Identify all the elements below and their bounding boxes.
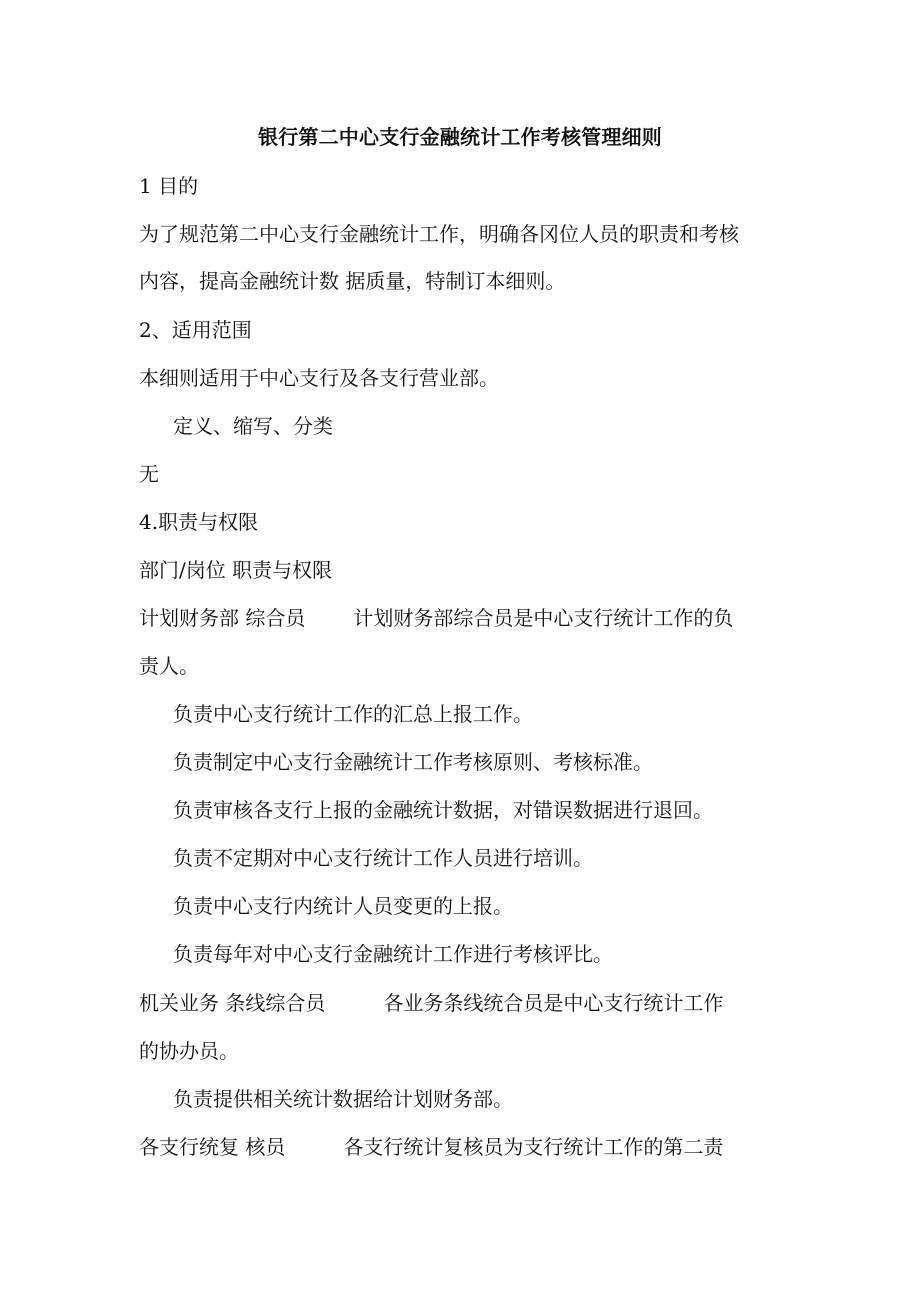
role-1-desc-end: 责人。 [139, 654, 199, 678]
role-1-row [139, 603, 789, 633]
table-header: 部门/岗位 职责与权限 [139, 558, 333, 582]
section-4-heading: 4.职责与权限 [139, 510, 259, 534]
section-3-heading: 定义、缩写、分类 [173, 414, 333, 438]
role-3-dept: 各支行统复 核员 [139, 1135, 286, 1159]
role-2-dept: 机关业务 条线综合员 [139, 991, 326, 1015]
role-2-desc-start: 各业务条线统合员是中心支行统计工作 [383, 991, 724, 1015]
role-1-duty-2: 负责制定中心支行金融统计工作考核原则、考核标准。 [173, 750, 653, 774]
role-2-row [139, 988, 789, 1018]
role-2-duty-1: 负责提供相关统计数据给计划财务部。 [173, 1087, 513, 1111]
scope-text: 本细则适用于中心支行及各支行营业部。 [139, 366, 499, 390]
role-1-duty-3: 负责审核各支行上报的金融统计数据，对错误数据进行退回。 [173, 798, 713, 822]
purpose-text-line-2: 内容，提高金融统计数 据质量，特制订本细则。 [139, 269, 566, 293]
role-3-desc-start: 各支行统计复核员为支行统计工作的第二责 [343, 1135, 724, 1159]
section-2-heading: 2、适用范围 [139, 318, 252, 342]
purpose-text-line-1: 为了规范第二中心支行金融统计工作，明确各冈位人员的职责和考核 [139, 222, 739, 246]
role-1-duty-6: 负责每年对中心支行金融统计工作进行考核评比。 [173, 942, 613, 966]
role-3-row [139, 1132, 789, 1162]
section-1-heading: 1 目的 [139, 174, 199, 198]
section-3-text: 无 [139, 462, 159, 486]
role-1-dept: 计划财务部 综合员 [139, 606, 306, 630]
role-1-duty-4: 负责不定期对中心支行统计工作人员进行培训。 [173, 846, 593, 870]
role-2-desc-end: 的协办员。 [139, 1039, 239, 1063]
role-1-duty-1: 负责中心支行统计工作的汇总上报工作。 [173, 702, 533, 726]
role-1-duty-5: 负责中心支行内统计人员变更的上报。 [173, 894, 513, 918]
document-title: 银行第二中心支行金融统计工作考核管理细则 [258, 125, 662, 149]
role-1-desc-start: 计划财务部综合员是中心支行统计工作的负 [353, 606, 734, 630]
